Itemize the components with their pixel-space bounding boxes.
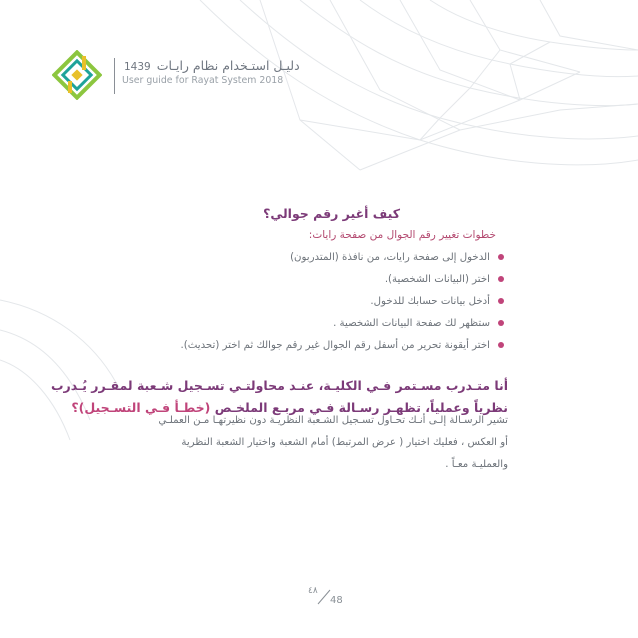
list-item <box>144 269 504 291</box>
section2-title-line2-text: نظرياً وعملياً، تظهـر رسـالة فـي مربـع الملخـص <box>210 400 508 415</box>
header-divider <box>114 58 115 94</box>
header-year: 1439 <box>124 61 151 73</box>
section2-body-line: أو العكس ، فعليك اختيار ( عرض المرتبط) أمام الشعبة واختيار الشعبة النظرية <box>181 437 508 448</box>
rayat-logo-icon <box>52 50 102 100</box>
list-item <box>144 335 504 357</box>
page-number <box>308 586 348 610</box>
page-number-arabic: ٤٨ <box>308 586 318 596</box>
bullet-icon <box>498 298 504 304</box>
step-text: أدخل بيانات حسابك للدخول. <box>370 296 490 307</box>
bullet-icon <box>498 254 504 260</box>
section1-steps-list <box>144 247 504 357</box>
slash-icon <box>317 589 331 605</box>
bullet-icon <box>498 342 504 348</box>
header-title-arabic: دليـل استـخدام نظام رايـات <box>156 58 300 73</box>
step-text: الدخول إلى صفحة رايات، من نافذة (المتدربون) <box>290 252 490 263</box>
section1-title: كيف أغير رقم جوالي؟ <box>263 206 400 221</box>
page-number-english: 48 <box>330 595 343 606</box>
step-text: ستظهر لك صفحة البيانات الشخصية . <box>333 318 490 329</box>
step-text: اختر (البيانات الشخصية). <box>384 274 490 285</box>
bullet-icon <box>498 276 504 282</box>
step-text: اختر أيقونة تحرير من أسفل رقم الجوال غير رقم جوالك ثم اختر (تحديث). <box>180 340 490 351</box>
list-item <box>144 247 504 269</box>
bullet-icon <box>498 320 504 326</box>
section2-body <box>128 410 508 476</box>
list-item <box>144 313 504 335</box>
header-title <box>124 58 300 73</box>
section2-body-line: والعمليـة معـاً . <box>445 459 508 470</box>
header-subtitle: User guide for Rayat System 2018 <box>122 75 284 86</box>
section1-steps-title: خطوات تغيير رقم الجوال من صفحة رايات: <box>308 229 496 241</box>
section2-title-line1: أنا متـدرب مسـتمر فـي الكليـة، عنـد محاولتـي تسـجيل شـعبة لمقـرر يُـدرب <box>50 378 508 393</box>
section2-body-line: تشير الرسـالة إلـى أنـك تحـاول تسـجيل الشـعبة النظريـة دون نظيرتهـا مـن العملـي <box>158 415 508 426</box>
list-item <box>144 291 504 313</box>
section2-title-highlight: (خطـأ فـي التسـجيل)؟ <box>71 400 211 415</box>
